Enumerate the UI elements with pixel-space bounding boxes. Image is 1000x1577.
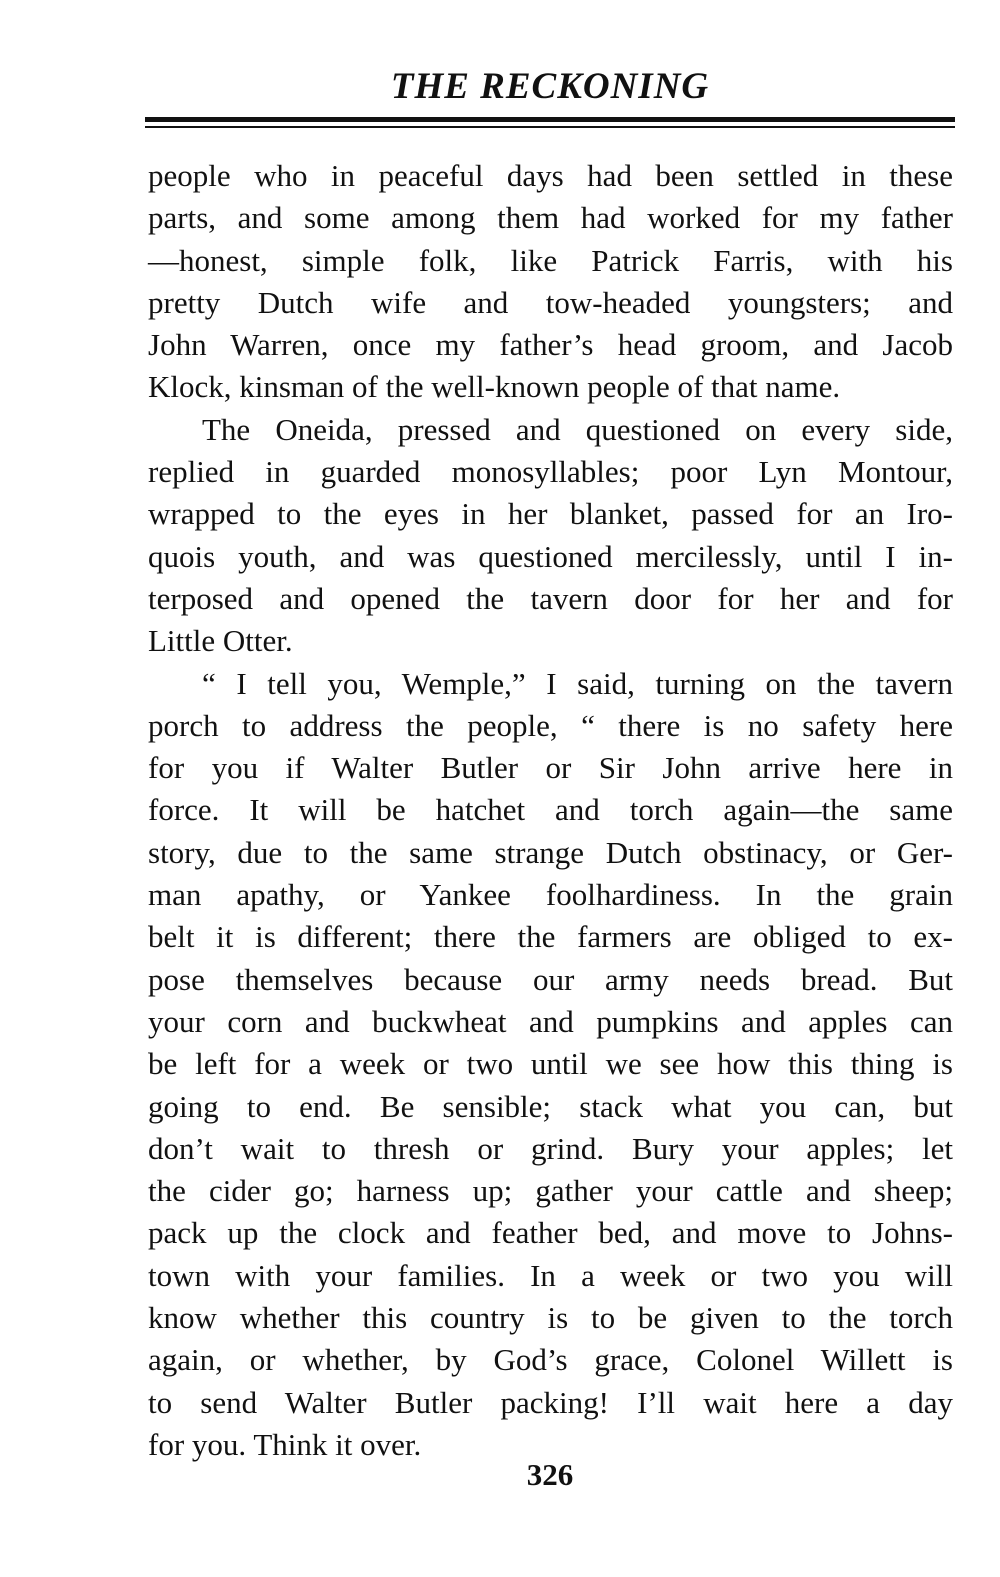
running-title: THE RECKONING bbox=[390, 66, 710, 107]
text-line: to send Walter Butler packing! I’ll wait here a day bbox=[148, 1384, 953, 1420]
text-line: parts, and some among them had worked for my father bbox=[148, 200, 953, 236]
text-line: Little Otter. bbox=[148, 623, 293, 659]
text-line: John Warren, once my father’s head groom, and Jacob bbox=[148, 327, 953, 363]
page-number: 326 bbox=[526, 1457, 574, 1492]
paragraph-start-line: The Oneida, pressed and questioned on every side, bbox=[202, 411, 953, 447]
text-line: people who in peaceful days had been settled in these bbox=[148, 158, 953, 193]
text-line: the cider go; harness up; gather your cattle and sheep; bbox=[148, 1173, 953, 1209]
text-line: replied in guarded monosyllables; poor Lyn Montour, bbox=[148, 454, 953, 490]
text-line: Klock, kinsman of the well-known people of that name. bbox=[148, 369, 841, 405]
text-line: know whether this country is to be given to the torch bbox=[148, 1300, 953, 1336]
text-line: going to end. Be sensible; stack what you can, but bbox=[148, 1088, 953, 1124]
text-line: pretty Dutch wife and tow-headed youngsters; and bbox=[148, 284, 953, 320]
text-line: belt it is different; there the farmers are obliged to ex- bbox=[148, 919, 953, 955]
text-line: for you. Think it over. bbox=[148, 1426, 422, 1462]
body-text bbox=[148, 155, 953, 1466]
header-rule-thin bbox=[145, 126, 955, 128]
text-line: force. It will be hatchet and torch again—the same bbox=[148, 792, 953, 828]
text-line: again, or whether, by God’s grace, Colonel Willett is bbox=[148, 1342, 953, 1378]
text-line: for you if Walter Butler or Sir John arrive here in bbox=[148, 750, 953, 786]
header-rule-thick bbox=[145, 117, 955, 122]
text-line: pose themselves because our army needs bread. But bbox=[148, 961, 953, 997]
text-line: porch to address the people, “ there is no safety here bbox=[148, 707, 953, 743]
text-line: your corn and buckwheat and pumpkins and apples can bbox=[148, 1003, 953, 1039]
text-line: terposed and opened the tavern door for her and for bbox=[148, 580, 953, 616]
text-line: be left for a week or two until we see how this thing is bbox=[148, 1046, 953, 1082]
text-line: pack up the clock and feather bed, and move to Johns- bbox=[148, 1215, 953, 1251]
text-line: town with your families. In a week or two you will bbox=[148, 1257, 953, 1293]
paragraph-start-line: “ I tell you, Wemple,” I said, turning on the tavern bbox=[202, 665, 953, 701]
text-line: man apathy, or Yankee foolhardiness. In the grain bbox=[148, 877, 953, 913]
text-line: —honest, simple folk, like Patrick Farris, with his bbox=[148, 242, 953, 278]
text-line: quois youth, and was questioned mercilessly, until I in- bbox=[148, 538, 953, 574]
text-line: don’t wait to thresh or grind. Bury your apples; let bbox=[148, 1130, 953, 1166]
text-line: wrapped to the eyes in her blanket, passed for an Iro- bbox=[148, 496, 953, 532]
text-line: story, due to the same strange Dutch obstinacy, or Ger- bbox=[148, 834, 953, 870]
